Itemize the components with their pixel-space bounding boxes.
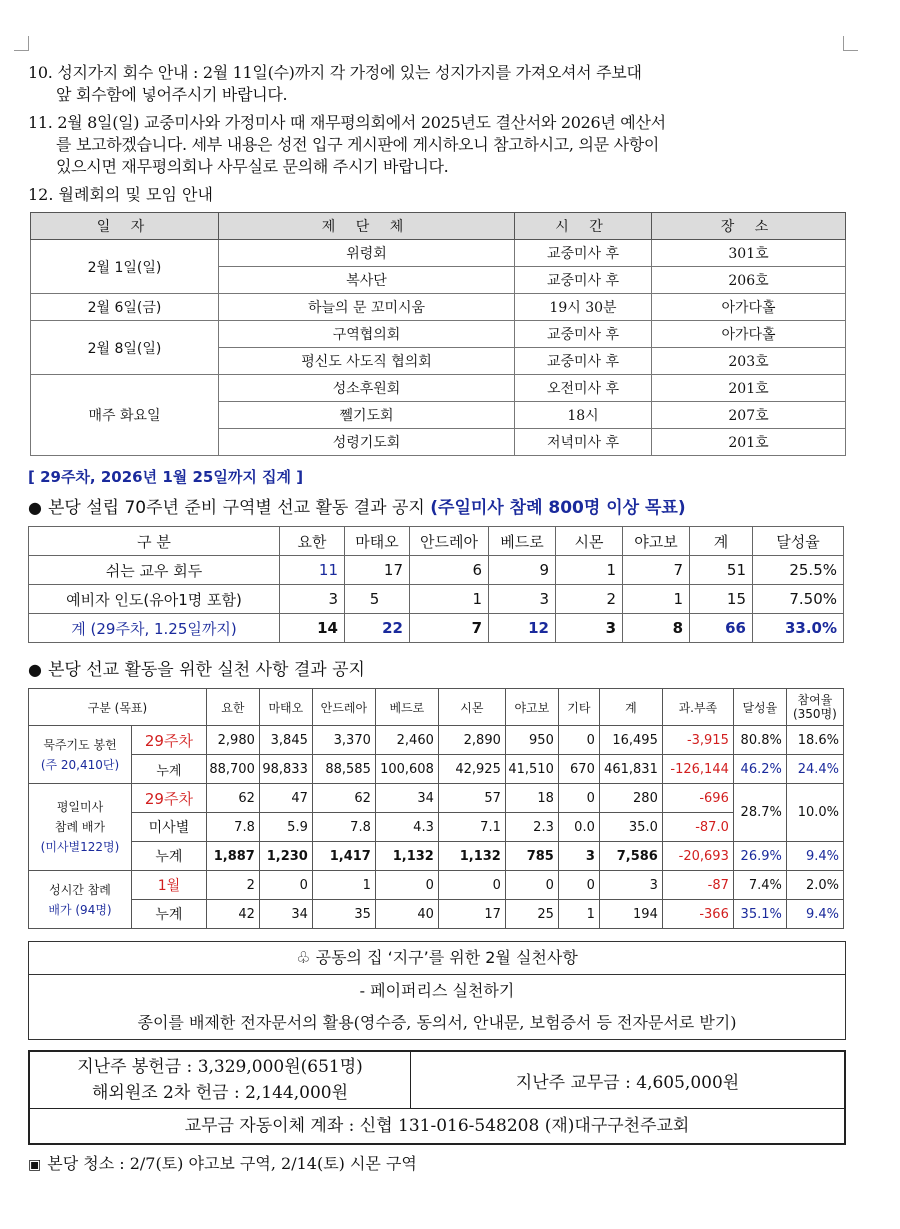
table-row xyxy=(31,240,846,267)
meeting-time: 교중미사 후 xyxy=(515,348,652,375)
cell: 25 xyxy=(505,900,558,929)
table-row xyxy=(29,813,844,842)
cell: 66 xyxy=(690,614,753,643)
cell: 62 xyxy=(312,784,375,813)
cell: 8 xyxy=(623,614,690,643)
table-row xyxy=(31,321,846,348)
cell: 3,370 xyxy=(312,726,375,755)
sub-label: 29주차 xyxy=(132,726,207,755)
meeting-header-row xyxy=(31,213,846,240)
cell: 47 xyxy=(259,784,312,813)
notice-continuation: 있으시면 재무평의회나 사무실로 문의해 주시기 바랍니다. xyxy=(56,157,449,176)
square-bullet-icon: ▣ xyxy=(28,1157,42,1173)
earth-practice-box xyxy=(28,941,846,1040)
row-label: 쉬는 교우 회두 xyxy=(29,556,280,585)
cell: 17 xyxy=(345,556,410,585)
meeting-date: 2월 1일(일) xyxy=(31,240,219,294)
bullet-icon: ● xyxy=(28,498,42,517)
cell: 46.2% xyxy=(733,755,786,784)
cell: 1,887 xyxy=(206,842,259,871)
cell: 2,890 xyxy=(438,726,505,755)
cell: 17 xyxy=(438,900,505,929)
cell: 35.0 xyxy=(599,813,662,842)
notice-text: 월례회의 및 모임 안내 xyxy=(58,185,213,204)
meeting-time: 18시 xyxy=(515,402,652,429)
category-title: 성시간 참례 xyxy=(49,882,111,897)
meeting-place: 207호 xyxy=(652,402,846,429)
notice-text: 성지가지 회수 안내 : 2월 11일(수)까지 각 가정에 있는 성지가지를 가져오셔서 주보대 xyxy=(57,63,642,82)
col-simon: 시몬 xyxy=(556,527,623,556)
cell: 1 xyxy=(558,900,599,929)
cell: 24.4% xyxy=(786,755,843,784)
cell: 2 xyxy=(556,585,623,614)
category-rosary xyxy=(29,726,132,784)
cleaning-text: 본당 청소 : 2/7(토) 야고보 구역, 2/14(토) 시몬 구역 xyxy=(47,1154,417,1173)
offering-cell xyxy=(29,1051,411,1109)
col-matthew: 마태오 xyxy=(259,689,312,726)
notice-12 xyxy=(28,184,848,206)
col-andrew: 안드레아 xyxy=(312,689,375,726)
meeting-table xyxy=(30,212,846,456)
notice-continuation: 앞 회수함에 넣어주시기 바랍니다. xyxy=(56,85,288,104)
section1-goal: (주일미사 참례 800명 이상 목표) xyxy=(430,498,686,518)
notice-10 xyxy=(28,62,848,106)
category-title: 묵주기도 봉헌 xyxy=(43,737,117,752)
col-rate: 달성율 xyxy=(753,527,844,556)
meeting-date: 매주 화요일 xyxy=(31,375,219,456)
sub-label: 누계 xyxy=(132,755,207,784)
col-etc: 기타 xyxy=(558,689,599,726)
cell: -126,144 xyxy=(662,755,733,784)
cell: 1,132 xyxy=(438,842,505,871)
cell: 40 xyxy=(375,900,438,929)
cell: 0 xyxy=(558,726,599,755)
cell: 1 xyxy=(556,556,623,585)
col-group: 제 단 체 xyxy=(219,213,515,240)
col-peter: 베드로 xyxy=(375,689,438,726)
cell: 1 xyxy=(623,585,690,614)
cell: 57 xyxy=(438,784,505,813)
meeting-time: 교중미사 후 xyxy=(515,240,652,267)
crop-mark-left xyxy=(14,36,29,51)
col-date: 일 자 xyxy=(31,213,219,240)
cleaning-notice xyxy=(28,1151,848,1174)
meeting-group: 하늘의 문 꼬미시움 xyxy=(219,294,515,321)
table-row xyxy=(29,585,844,614)
notice-continuation: 를 보고하겠습니다. 세부 내용은 성전 입구 게시판에 게시하오니 참고하시고, 의문 사항이 xyxy=(56,135,660,154)
cell: 35.1% xyxy=(733,900,786,929)
earth-line-1: - 페이퍼리스 실천하기 xyxy=(359,981,515,1000)
category-target: (주 20,410단) xyxy=(40,757,120,772)
col-simon: 시몬 xyxy=(438,689,505,726)
cell: 1 xyxy=(410,585,489,614)
cell: 51 xyxy=(690,556,753,585)
cell: 41,510 xyxy=(505,755,558,784)
overseas-amount: 해외원조 2차 헌금 : 2,144,000원 xyxy=(91,1083,349,1103)
earth-line-2: 종이를 배제한 전자문서의 활용(영수증, 동의서, 안내문, 보험증서 등 전자문서로 받기) xyxy=(137,1013,737,1032)
cell: 1,417 xyxy=(312,842,375,871)
cell: 2 xyxy=(206,871,259,900)
cell: -20,693 xyxy=(662,842,733,871)
table-row xyxy=(29,842,844,871)
meeting-group: 평신도 사도직 협의회 xyxy=(219,348,515,375)
notice-11 xyxy=(28,112,848,178)
col-peter: 베드로 xyxy=(489,527,556,556)
cell: 7.8 xyxy=(206,813,259,842)
col-matthew: 마태오 xyxy=(345,527,410,556)
cell: 1,230 xyxy=(259,842,312,871)
cell: 12 xyxy=(489,614,556,643)
cell: 5.9 xyxy=(259,813,312,842)
cell: 194 xyxy=(599,900,662,929)
cell: 98,833 xyxy=(259,755,312,784)
cell: 62 xyxy=(206,784,259,813)
cell: 88,700 xyxy=(206,755,259,784)
col-james: 야고보 xyxy=(623,527,690,556)
cell: 7.1 xyxy=(438,813,505,842)
cell: 2,460 xyxy=(375,726,438,755)
meeting-date: 2월 6일(금) xyxy=(31,294,219,321)
cell: 785 xyxy=(505,842,558,871)
meeting-place: 206호 xyxy=(652,267,846,294)
cell: 0.0 xyxy=(558,813,599,842)
section2-heading xyxy=(28,655,848,680)
cell: 34 xyxy=(259,900,312,929)
col-time: 시 간 xyxy=(515,213,652,240)
cell: 9.4% xyxy=(786,900,843,929)
participation-target: (350명) xyxy=(792,707,837,721)
meeting-time: 19시 30분 xyxy=(515,294,652,321)
cell: 0 xyxy=(505,871,558,900)
meeting-time: 교중미사 후 xyxy=(515,267,652,294)
cell: 4.3 xyxy=(375,813,438,842)
mission-result-table xyxy=(28,526,844,643)
table-row xyxy=(29,556,844,585)
cell: 0 xyxy=(438,871,505,900)
meeting-time: 교중미사 후 xyxy=(515,321,652,348)
table-row xyxy=(29,871,844,900)
cell: 0 xyxy=(558,871,599,900)
cell: 18.6% xyxy=(786,726,843,755)
cell: 14 xyxy=(280,614,345,643)
cell: 2.0% xyxy=(786,871,843,900)
tally-caption: [ 29주차, 2026년 1월 25일까지 집계 ] xyxy=(28,468,304,486)
sub-label: 1월 xyxy=(132,871,207,900)
cell: 1,132 xyxy=(375,842,438,871)
category-title-2: 참례 배가 xyxy=(54,820,106,834)
cell: 0 xyxy=(375,871,438,900)
table-row xyxy=(29,726,844,755)
cell: 7.8 xyxy=(312,813,375,842)
cell: -3,915 xyxy=(662,726,733,755)
sub-label: 미사별 xyxy=(132,813,207,842)
col-andrew: 안드레아 xyxy=(410,527,489,556)
meeting-time: 오전미사 후 xyxy=(515,375,652,402)
cell: 3 xyxy=(599,871,662,900)
cell: 0 xyxy=(558,784,599,813)
meeting-group: 성소후원회 xyxy=(219,375,515,402)
meeting-place: 아가다홀 xyxy=(652,294,846,321)
cell: 26.9% xyxy=(733,842,786,871)
notice-number: 11. xyxy=(28,113,53,132)
col-total: 계 xyxy=(599,689,662,726)
cell: 3 xyxy=(556,614,623,643)
meeting-group: 구역협의회 xyxy=(219,321,515,348)
col-james: 야고보 xyxy=(505,689,558,726)
notice-text: 2월 8일(일) 교중미사와 가정미사 때 재무평의회에서 2025년도 결산서와 2026년 예산서 xyxy=(57,113,666,132)
cell: 42 xyxy=(206,900,259,929)
cell: 6 xyxy=(410,556,489,585)
table-row xyxy=(29,1051,845,1109)
cell: 3 xyxy=(489,585,556,614)
cell: 5 xyxy=(345,585,410,614)
cell: 3,845 xyxy=(259,726,312,755)
sub-label: 누계 xyxy=(132,900,207,929)
cell: 16,495 xyxy=(599,726,662,755)
table-row xyxy=(29,784,844,813)
cell: 3 xyxy=(280,585,345,614)
col-rate: 달성율 xyxy=(733,689,786,726)
col-john: 요한 xyxy=(206,689,259,726)
meeting-place: 203호 xyxy=(652,348,846,375)
meeting-group: 성령기도회 xyxy=(219,429,515,456)
meeting-place: 201호 xyxy=(652,429,846,456)
crop-mark-right xyxy=(843,36,858,51)
cell: 33.0% xyxy=(753,614,844,643)
offering-table xyxy=(28,1050,846,1145)
participation-label: 참여율 xyxy=(797,693,833,707)
cell: 7.50% xyxy=(753,585,844,614)
meeting-place: 아가다홀 xyxy=(652,321,846,348)
cell: 88,585 xyxy=(312,755,375,784)
cell: 22 xyxy=(345,614,410,643)
col-john: 요한 xyxy=(280,527,345,556)
table-row xyxy=(31,375,846,402)
category-title: 평일미사 xyxy=(56,800,104,814)
cell: 7 xyxy=(623,556,690,585)
meeting-group: 쩰기도회 xyxy=(219,402,515,429)
cell: 9 xyxy=(489,556,556,585)
bullet-icon: ● xyxy=(28,660,42,679)
cell: -696 xyxy=(662,784,733,813)
meeting-date: 2월 8일(일) xyxy=(31,321,219,375)
dues-amount: 지난주 교무금 : 4,605,000원 xyxy=(411,1051,846,1109)
cell: 28.7% xyxy=(733,784,786,842)
cell: -87 xyxy=(662,871,733,900)
cell: 3 xyxy=(558,842,599,871)
meeting-place: 201호 xyxy=(652,375,846,402)
row-label: 계 (29주차, 1.25일까지) xyxy=(29,614,280,643)
meeting-place: 301호 xyxy=(652,240,846,267)
category-holy-hour xyxy=(29,871,132,929)
cell: 7 xyxy=(410,614,489,643)
cell: 950 xyxy=(505,726,558,755)
col-place: 장 소 xyxy=(652,213,846,240)
category-target: (미사별122명) xyxy=(40,840,120,854)
table-row xyxy=(29,900,844,929)
sub-label: 29주차 xyxy=(132,784,207,813)
cell: 7.4% xyxy=(733,871,786,900)
cell: 0 xyxy=(259,871,312,900)
cell: 100,608 xyxy=(375,755,438,784)
col-surplus: 과.부족 xyxy=(662,689,733,726)
category-target: 배가 (94명) xyxy=(48,902,112,917)
cell: 35 xyxy=(312,900,375,929)
section1-heading xyxy=(28,493,848,518)
cell: 2,980 xyxy=(206,726,259,755)
cell: 18 xyxy=(505,784,558,813)
cell: 1 xyxy=(312,871,375,900)
category-weekday-mass xyxy=(29,784,132,871)
table-header-row xyxy=(29,689,844,726)
account-info: 교무금 자동이체 계좌 : 신협 131-016-548208 (재)대구구천주교회 xyxy=(29,1109,845,1145)
meeting-time: 저녁미사 후 xyxy=(515,429,652,456)
cell: 34 xyxy=(375,784,438,813)
notice-number: 12. xyxy=(28,185,54,204)
cell: -87.0 xyxy=(662,813,733,842)
cell: 11 xyxy=(280,556,345,585)
cell: 461,831 xyxy=(599,755,662,784)
table-row xyxy=(31,294,846,321)
practice-result-table xyxy=(28,688,844,929)
bulletin-page xyxy=(28,62,848,1174)
cell: 42,925 xyxy=(438,755,505,784)
cell: 10.0% xyxy=(786,784,843,842)
sub-label: 누계 xyxy=(132,842,207,871)
col-category: 구분 (목표) xyxy=(29,689,207,726)
meeting-group: 복사단 xyxy=(219,267,515,294)
section1-title: 본당 설립 70주년 준비 구역별 선교 활동 결과 공지 xyxy=(47,498,425,518)
cell: 280 xyxy=(599,784,662,813)
col-total: 계 xyxy=(690,527,753,556)
cell: 670 xyxy=(558,755,599,784)
cell: 9.4% xyxy=(786,842,843,871)
cell: 25.5% xyxy=(753,556,844,585)
table-row xyxy=(29,755,844,784)
table-row xyxy=(29,614,844,643)
cell: 7,586 xyxy=(599,842,662,871)
cell: -366 xyxy=(662,900,733,929)
row-label: 예비자 인도(유아1명 포함) xyxy=(29,585,280,614)
section2-title: 본당 선교 활동을 위한 실천 사항 결과 공지 xyxy=(47,660,365,680)
offering-amount: 지난주 봉헌금 : 3,329,000원(651명) xyxy=(77,1057,363,1077)
col-category: 구 분 xyxy=(29,527,280,556)
earth-title: ♧ 공동의 집 ‘지구’를 위한 2월 실천사항 xyxy=(29,942,845,975)
cell: 2.3 xyxy=(505,813,558,842)
table-header-row xyxy=(29,527,844,556)
cell: 80.8% xyxy=(733,726,786,755)
meeting-group: 위령회 xyxy=(219,240,515,267)
notice-number: 10. xyxy=(28,63,53,82)
cell: 15 xyxy=(690,585,753,614)
col-participation xyxy=(786,689,843,726)
table-row xyxy=(29,1109,845,1145)
